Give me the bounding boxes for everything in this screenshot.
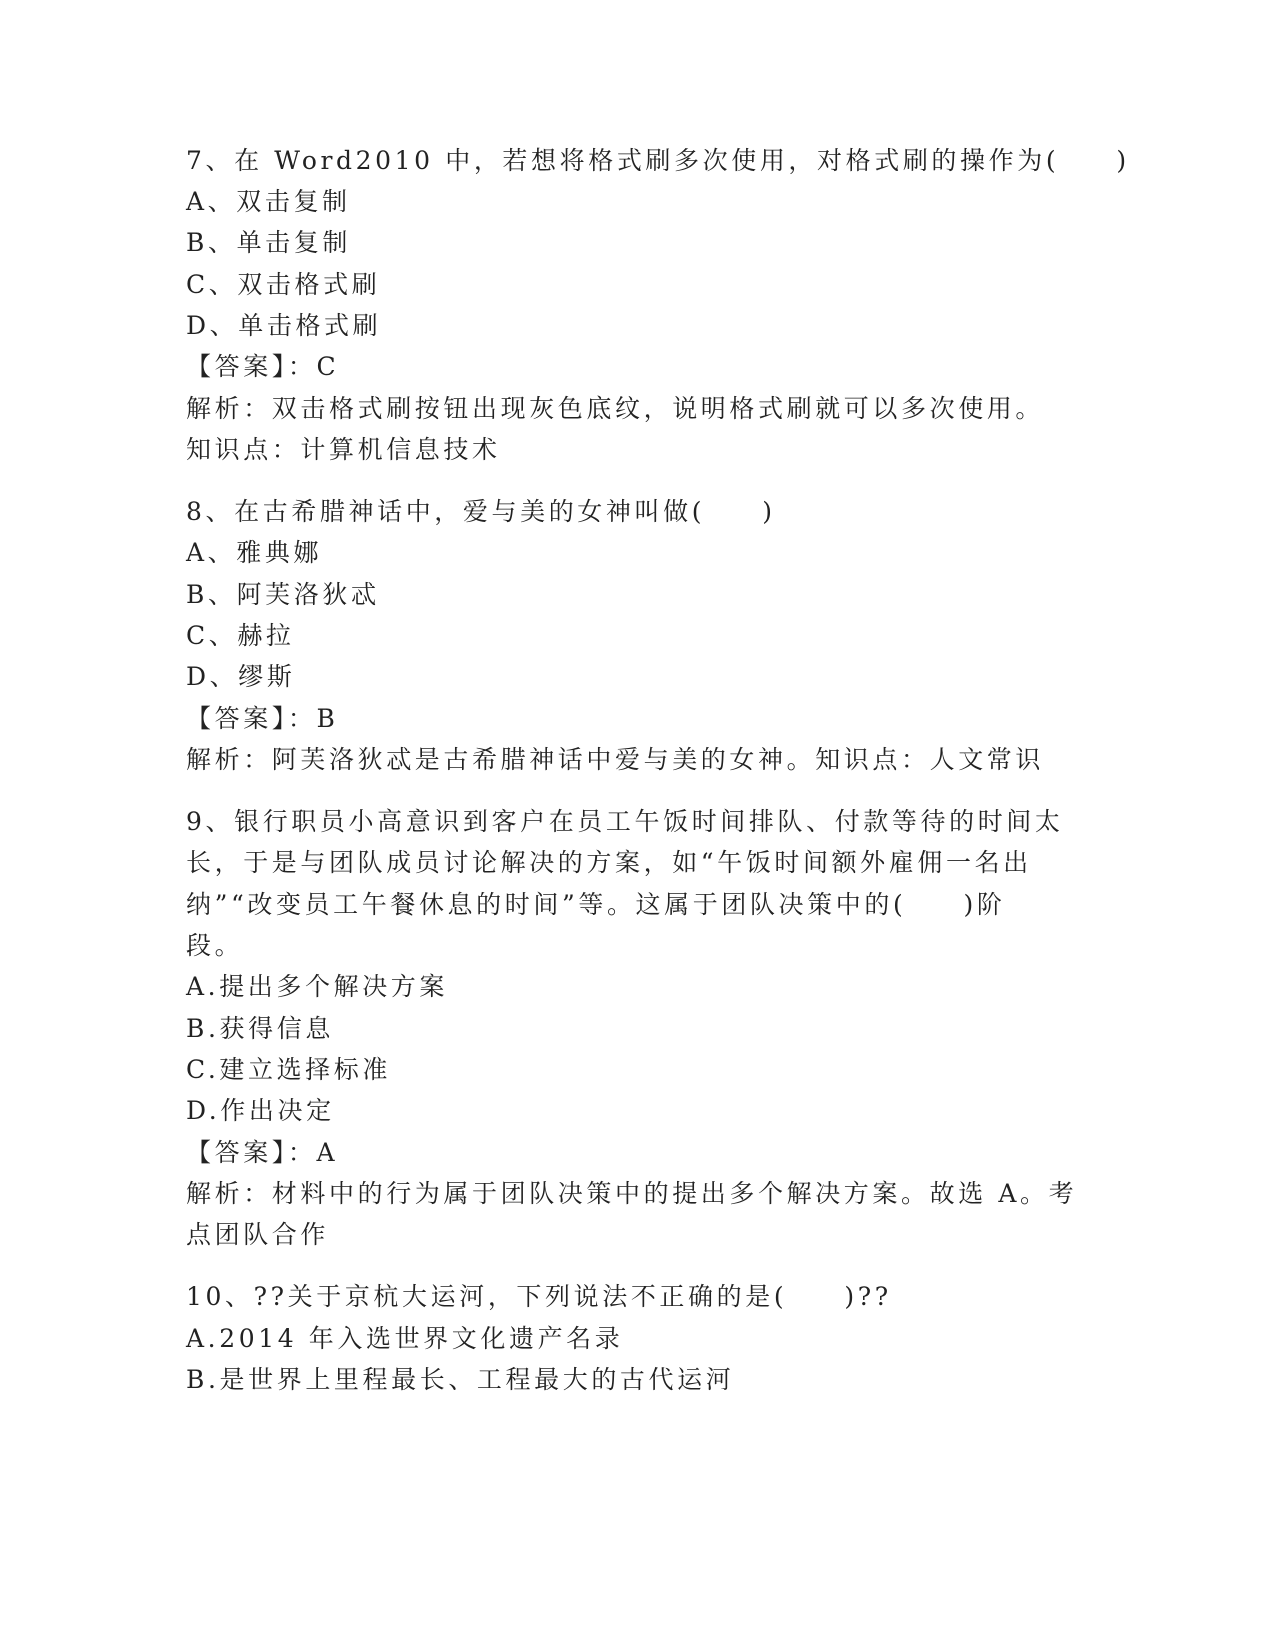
question-8-analysis: 解析：阿芙洛狄忒是古希腊神话中爱与美的女神。知识点：人文常识 bbox=[186, 745, 1045, 774]
question-9-stem-line-3: 纳”“改变员工午餐休息的时间”等。这属于团队决策中的( )阶 bbox=[186, 890, 1006, 919]
question-9-option-b: B.获得信息 bbox=[186, 1014, 334, 1043]
question-7-stem: 7、在 Word2010 中，若想将格式刷多次使用，对格式刷的操作为( ) bbox=[186, 146, 1130, 175]
question-8-stem: 8、在古希腊神话中，爱与美的女神叫做( ) bbox=[186, 497, 776, 526]
question-7-knowledge-point: 知识点：计算机信息技术 bbox=[186, 435, 501, 464]
question-8-option-c: C、赫拉 bbox=[186, 621, 295, 650]
question-7-option-a: A、双击复制 bbox=[186, 187, 351, 216]
question-8-option-a: A、雅典娜 bbox=[186, 538, 323, 567]
question-9-option-d: D.作出决定 bbox=[186, 1096, 335, 1125]
question-7-option-c: C、双击格式刷 bbox=[186, 270, 381, 299]
question-10-stem: 10、??关于京杭大运河，下列说法不正确的是( )?? bbox=[186, 1282, 892, 1311]
question-7-option-d: D、单击格式刷 bbox=[186, 311, 382, 340]
question-8-option-d: D、缪斯 bbox=[186, 662, 296, 691]
question-9-analysis-line-1: 解析：材料中的行为属于团队决策中的提出多个解决方案。故选 A。考 bbox=[186, 1179, 1078, 1208]
question-9-option-a: A.提出多个解决方案 bbox=[186, 972, 449, 1001]
question-9-stem-line-1: 9、银行职员小高意识到客户在员工午饭时间排队、付款等待的时间太 bbox=[186, 807, 1064, 836]
question-10-option-a: A.2014 年入选世界文化遗产名录 bbox=[186, 1324, 624, 1353]
question-9-stem-line-2: 长，于是与团队成员讨论解决的方案，如“午饭时间额外雇佣一名出 bbox=[186, 848, 1032, 877]
question-8-option-b: B、阿芙洛狄忒 bbox=[186, 580, 380, 609]
question-10-option-b: B.是世界上里程最长、工程最大的古代运河 bbox=[186, 1365, 735, 1394]
question-9-answer: 【答案】：A bbox=[186, 1138, 339, 1167]
question-7-answer: 【答案】：C bbox=[186, 352, 340, 381]
question-9-analysis-line-2: 点团队合作 bbox=[186, 1220, 330, 1249]
question-9-option-c: C.建立选择标准 bbox=[186, 1055, 391, 1084]
question-7-analysis: 解析：双击格式刷按钮出现灰色底纹，说明格式刷就可以多次使用。 bbox=[186, 394, 1045, 423]
question-7-option-b: B、单击复制 bbox=[186, 228, 351, 257]
question-8-answer: 【答案】：B bbox=[186, 704, 339, 733]
question-9-stem-line-4: 段。 bbox=[186, 931, 244, 960]
